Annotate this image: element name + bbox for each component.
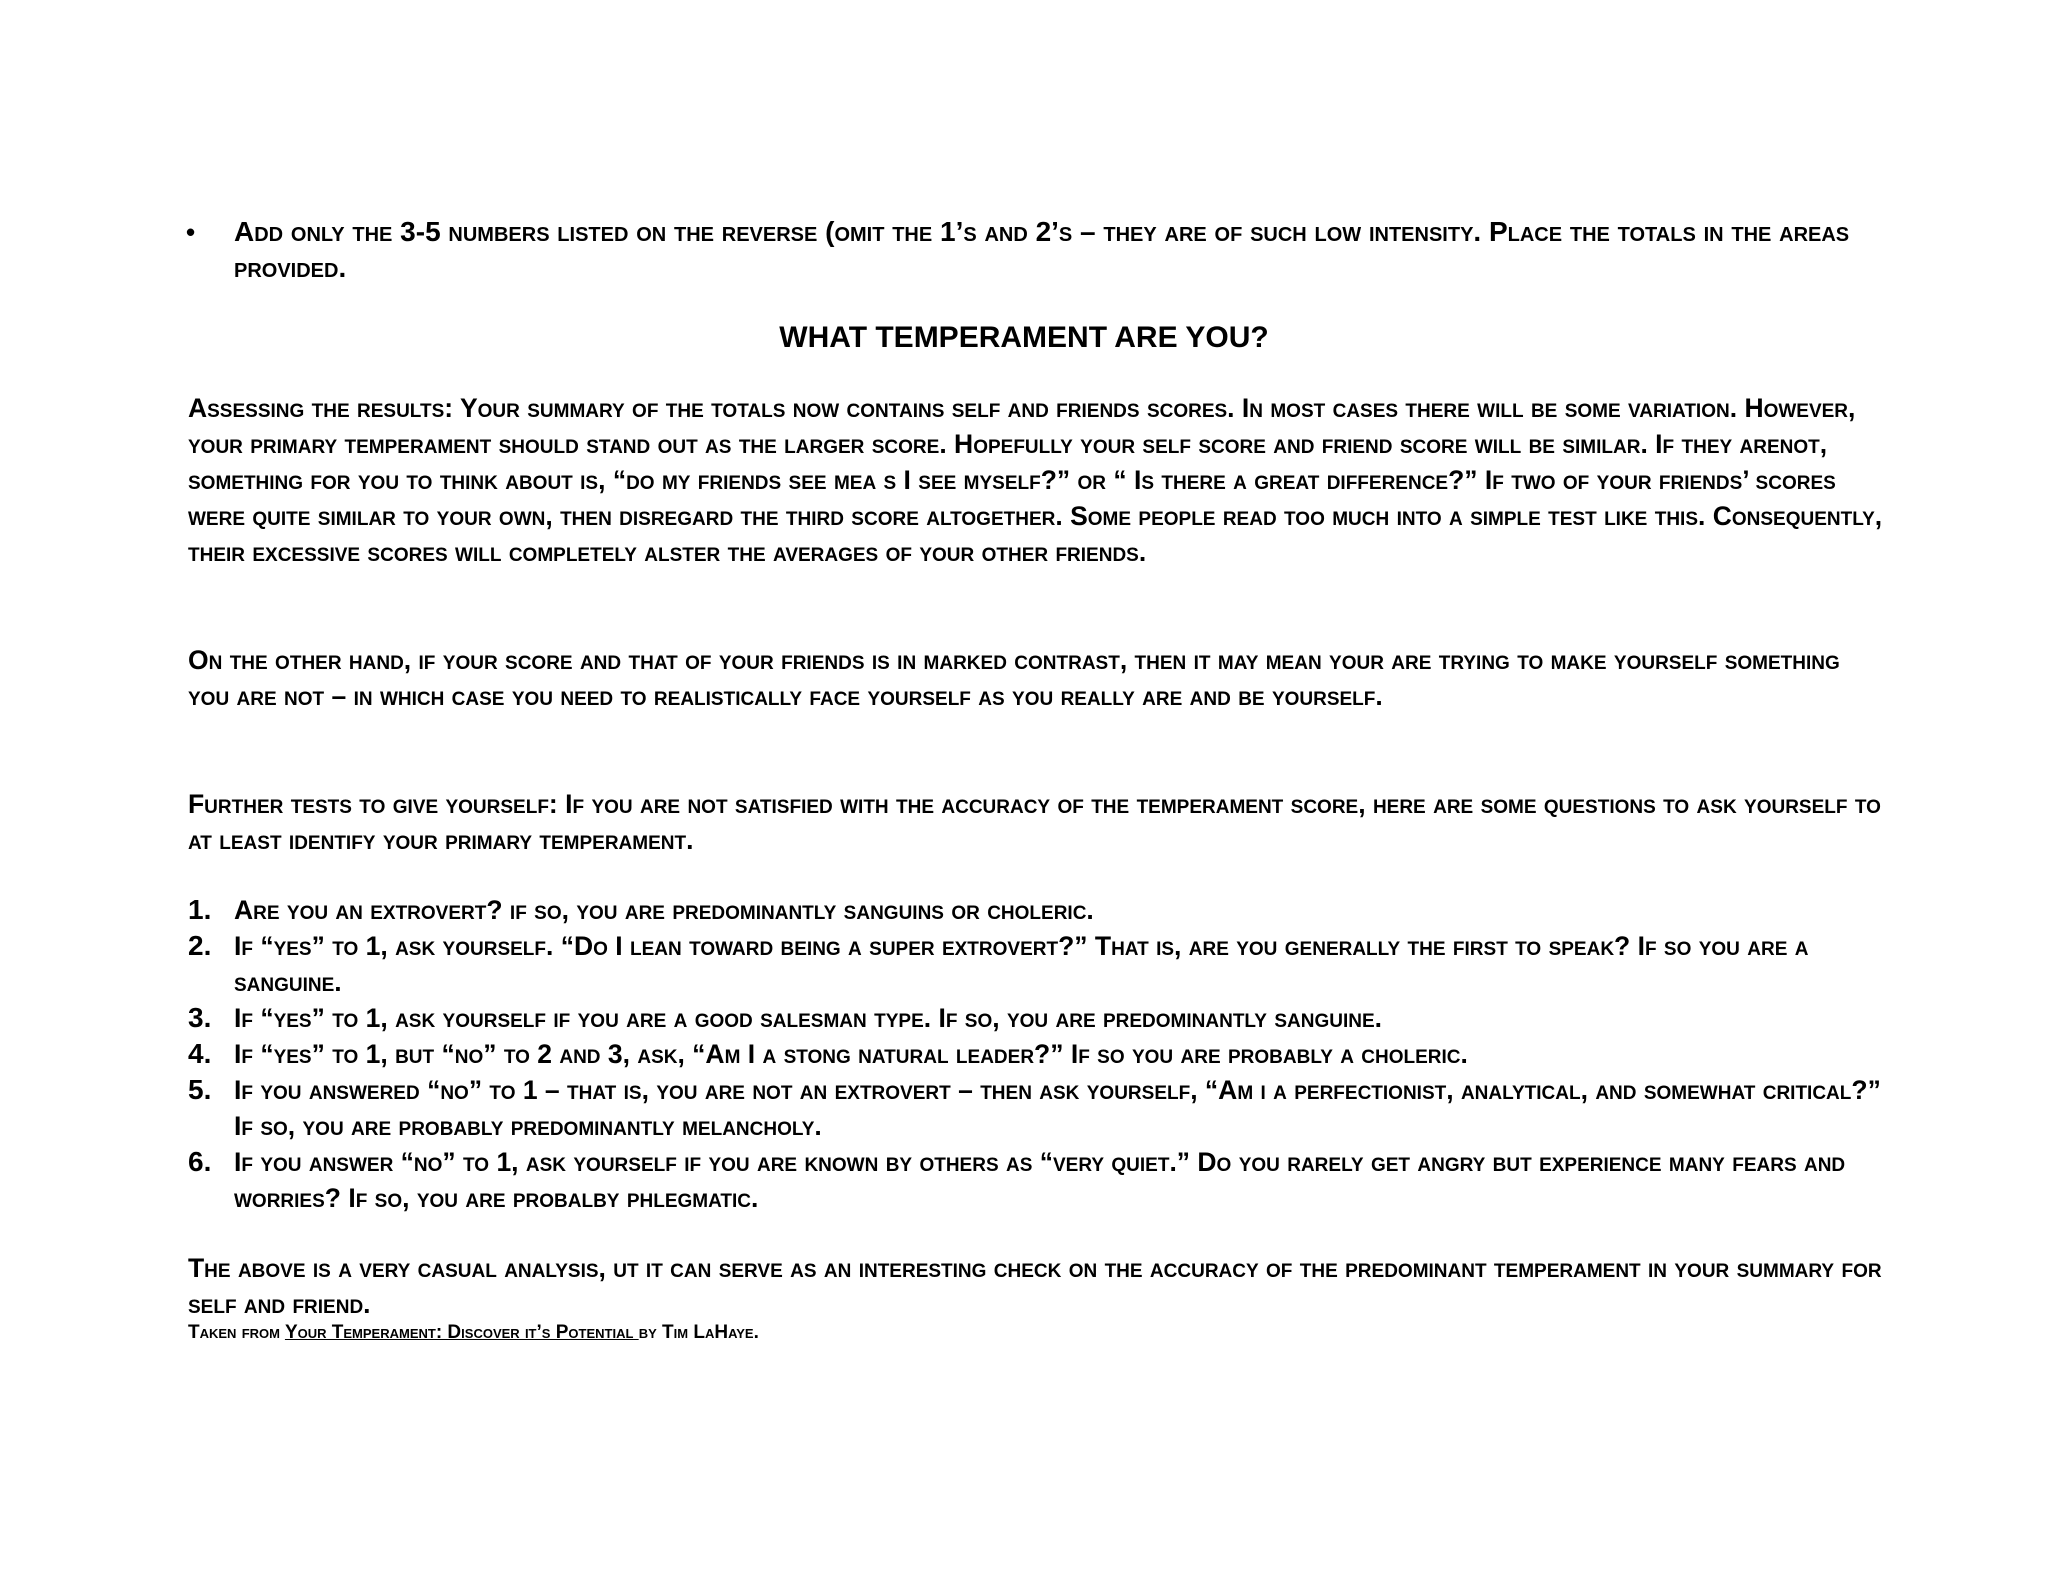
question-number: 5. — [188, 1074, 212, 1105]
list-item — [188, 928, 1888, 1000]
question-text: If you answer “no” to 1, ask yourself if you are known by others as “very quiet.” Do you rarely get angry but experience many fears and worries? If so, you are probalby phlegmatic. — [234, 1147, 1846, 1213]
instruction-text: Add only the 3-5 numbers listed on the reverse (omit the 1’s and 2’s – they are of such low intensity. Place the totals in the areas provided. — [234, 216, 1850, 283]
list-item — [188, 1036, 1888, 1072]
question-text: If “yes” to 1, ask yourself if you are a good salesman type. If so, you are predominantly sanguine. — [234, 1003, 1382, 1033]
question-text: If “yes” to 1, but “no” to 2 and 3, ask, “Am I a stong natural leader?” If so you are probably a choleric. — [234, 1039, 1468, 1069]
question-text: Are you an extrovert? if so, you are predominantly sanguins or choleric. — [234, 895, 1094, 925]
question-number: 4. — [188, 1038, 212, 1069]
instruction-bullet — [186, 214, 1886, 286]
list-item — [188, 1072, 1888, 1144]
closing-paragraph: The above is a very casual analysis, ut it can serve as an interesting check on the accuracy of the predominant temperament in your summary for self and friend. — [188, 1253, 1882, 1319]
page-title: WHAT TEMPERAMENT ARE YOU? — [779, 321, 1269, 354]
bullet-icon: • — [186, 217, 196, 247]
list-item — [188, 1144, 1888, 1216]
question-number: 2. — [188, 930, 212, 961]
book-title: Your Temperament: Discover it’s Potential — [284, 1322, 639, 1343]
source-prefix: Taken from — [188, 1322, 285, 1343]
assessing-paragraph: Assessing the results: Your summary of the totals now contains self and friends scores. In most cases there will be some variation. However, your primary temperament should stand out as the larger score. Hopefully your self score and friend score will be similar. If they arenot, something for you to think about is, “do my friends see mea s I see myself?” or “ Is there a great difference?” If two of your friends’ scores were quite similar to your own, then disregard the third score altogether. Some people read too much into a simple test like this. Consequently, their excessive scores will completely alster the averages of your other friends. — [188, 393, 1883, 567]
source-suffix: by Tim LaHaye. — [638, 1322, 759, 1343]
other-hand-paragraph: On the other hand, if your score and that of your friends is in marked contrast, then it may mean your are trying to make yourself something you are not – in which case you need to realistically face yourself as you really are and be yourself. — [188, 645, 1840, 711]
list-item — [188, 892, 1888, 928]
question-list — [188, 892, 1888, 1216]
list-item — [188, 1000, 1888, 1036]
question-text: If you answered “no” to 1 – that is, you are not an extrovert – then ask yourself, “Am i a perfectionist, analytical, and somewhat critical?” If so, you are probably predominantly melancholy. — [234, 1075, 1881, 1141]
question-number: 6. — [188, 1146, 212, 1177]
question-number: 1. — [188, 894, 212, 925]
question-text: If “yes” to 1, ask yourself. “Do I lean toward being a super extrovert?” That is, are you generally the first to speak? If so you are a sanguine. — [234, 931, 1809, 997]
source-citation — [188, 1320, 759, 1346]
question-number: 3. — [188, 1002, 212, 1033]
further-tests-paragraph: Further tests to give yourself: If you are not satisfied with the accuracy of the temperament score, here are some questions to ask yourself to at least identify your primary temperament. — [188, 789, 1881, 855]
